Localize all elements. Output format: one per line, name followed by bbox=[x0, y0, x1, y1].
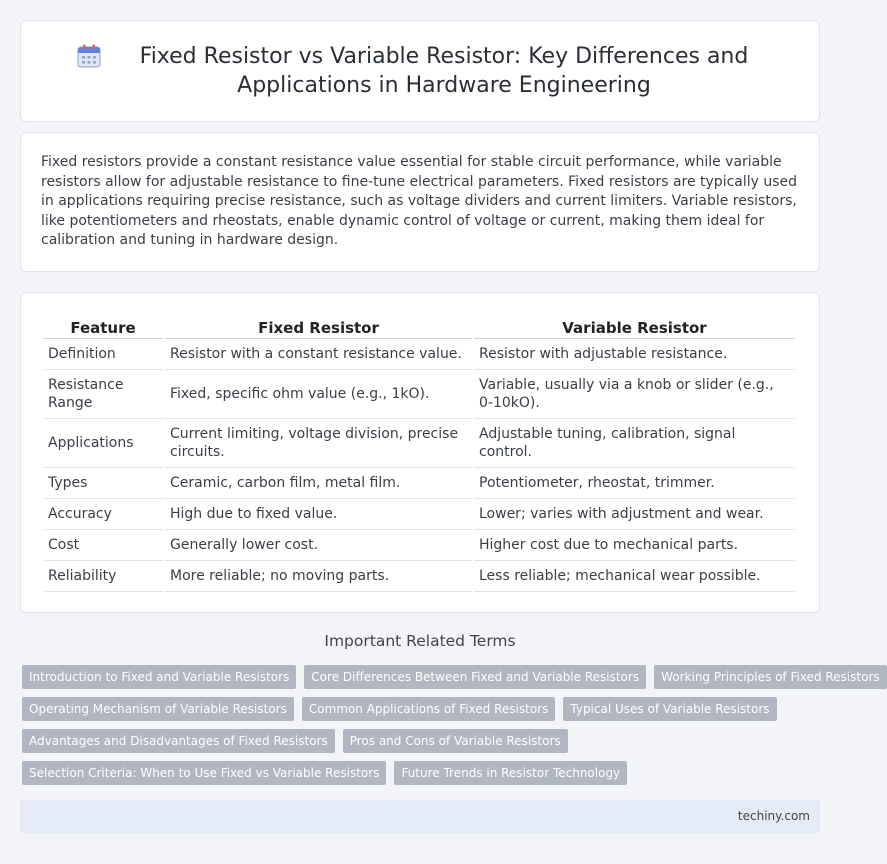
related-term-tag[interactable]: Selection Criteria: When to Use Fixed vs Variable Resistors bbox=[22, 761, 386, 785]
related-term-tag[interactable]: Common Applications of Fixed Resistors bbox=[302, 697, 556, 721]
table-row bbox=[43, 419, 795, 468]
related-terms-title: Important Related Terms bbox=[324, 632, 516, 650]
title-card bbox=[20, 20, 820, 122]
intro-card bbox=[20, 132, 820, 272]
feature-cell: Definition bbox=[43, 339, 163, 370]
variable-cell: Variable, usually via a knob or slider (e.g., 0-10kO). bbox=[474, 370, 795, 419]
variable-cell: Less reliable; mechanical wear possible. bbox=[474, 561, 795, 592]
related-term-tag[interactable]: Typical Uses of Variable Resistors bbox=[563, 697, 776, 721]
related-term-tag[interactable]: Core Differences Between Fixed and Variable Resistors bbox=[304, 665, 646, 689]
table-row bbox=[43, 499, 795, 530]
feature-cell: Reliability bbox=[43, 561, 163, 592]
related-term-tag[interactable]: Operating Mechanism of Variable Resistors bbox=[22, 697, 294, 721]
related-term-tag[interactable]: Pros and Cons of Variable Resistors bbox=[343, 729, 568, 753]
feature-cell: Resistance Range bbox=[43, 370, 163, 419]
variable-cell: Resistor with adjustable resistance. bbox=[474, 339, 795, 370]
fixed-cell: High due to fixed value. bbox=[165, 499, 472, 530]
related-term-tag[interactable]: Future Trends in Resistor Technology bbox=[394, 761, 627, 785]
table-row bbox=[43, 530, 795, 561]
intro-paragraph: Fixed resistors provide a constant resistance value essential for stable circuit performance, while variable resistors allow for adjustable resistance to fine-tune electrical parameters. Fixed resistors are typically used in applications requiring precise resistance, such as voltage dividers and current limiters. Variable resistors, like potentiometers and rheostats, enable dynamic control of voltage or current, making them ideal for calibration and tuning in hardware design. bbox=[41, 154, 798, 249]
comparison-card bbox=[20, 292, 820, 613]
feature-cell: Accuracy bbox=[43, 499, 163, 530]
table-header-row bbox=[43, 315, 795, 339]
page-title: Fixed Resistor vs Variable Resistor: Key Differences and Applications in Hardware Engineering bbox=[139, 44, 749, 98]
related-term-tag[interactable]: Introduction to Fixed and Variable Resistors bbox=[22, 665, 296, 689]
table-row bbox=[43, 561, 795, 592]
feature-cell: Cost bbox=[43, 530, 163, 561]
calendar-icon bbox=[76, 43, 102, 69]
related-terms-tags bbox=[22, 665, 880, 793]
related-term-tag[interactable]: Advantages and Disadvantages of Fixed Resistors bbox=[22, 729, 335, 753]
fixed-cell: Current limiting, voltage division, precise circuits. bbox=[165, 419, 472, 468]
footer bbox=[20, 800, 820, 833]
header-variable-resistor: Variable Resistor bbox=[474, 315, 795, 339]
site-link[interactable]: techiny.com bbox=[737, 809, 810, 823]
feature-cell: Applications bbox=[43, 419, 163, 468]
fixed-cell: Resistor with a constant resistance value. bbox=[165, 339, 472, 370]
related-term-tag[interactable]: Working Principles of Fixed Resistors bbox=[654, 665, 887, 689]
feature-cell: Types bbox=[43, 468, 163, 499]
table-row bbox=[43, 370, 795, 419]
comparison-table bbox=[41, 315, 797, 592]
variable-cell: Higher cost due to mechanical parts. bbox=[474, 530, 795, 561]
table-row bbox=[43, 468, 795, 499]
fixed-cell: Ceramic, carbon film, metal film. bbox=[165, 468, 472, 499]
table-row bbox=[43, 339, 795, 370]
header-feature: Feature bbox=[43, 315, 163, 339]
fixed-cell: Fixed, specific ohm value (e.g., 1kO). bbox=[165, 370, 472, 419]
variable-cell: Adjustable tuning, calibration, signal control. bbox=[474, 419, 795, 468]
header-fixed-resistor: Fixed Resistor bbox=[165, 315, 472, 339]
fixed-cell: More reliable; no moving parts. bbox=[165, 561, 472, 592]
variable-cell: Potentiometer, rheostat, trimmer. bbox=[474, 468, 795, 499]
variable-cell: Lower; varies with adjustment and wear. bbox=[474, 499, 795, 530]
fixed-cell: Generally lower cost. bbox=[165, 530, 472, 561]
